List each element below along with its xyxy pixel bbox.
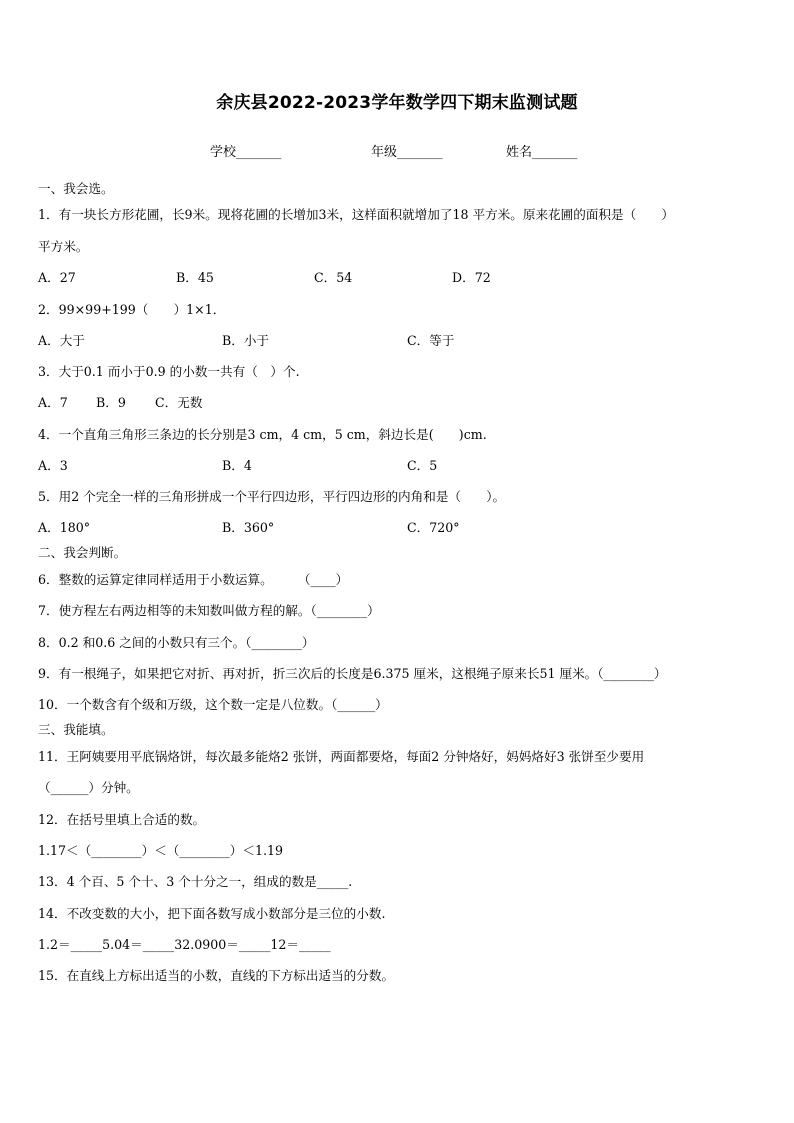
q4-option-b: B．4 — [222, 458, 252, 473]
question-11-cont: （______）分钟。 — [38, 780, 139, 795]
question-10: 10．一个数含有个级和万级，这个数一定是八位数。（______） — [38, 697, 388, 712]
question-12: 12．在括号里填上合适的数。 — [38, 812, 206, 827]
grade-field: 年级_______ — [371, 145, 443, 160]
q5-option-c: C．720° — [407, 520, 460, 535]
q2-option-c: C．等于 — [407, 333, 455, 348]
question-8: 8．0.2 和0.6 之间的小数只有三个。（________） — [38, 635, 315, 650]
q3-option-a: A．7 — [38, 395, 68, 410]
q5-option-b: B．360° — [222, 520, 275, 535]
q2-option-b: B．小于 — [222, 333, 270, 348]
name-field: 姓名_______ — [506, 145, 578, 160]
question-3: 3．大于0.1 而小于0.9 的小数一共有（ ）个. — [38, 364, 300, 379]
question-1: 1．有一块长方形花圃，长9米。现将花圃的长增加3米，这样面积就增加了18 平方米。原来花圃的面积是（ ） — [38, 207, 674, 222]
question-13: 13．4 个百、5 个十、3 个十分之一，组成的数是_____. — [38, 874, 353, 889]
question-14: 14．不改变数的大小，把下面各数写成小数部分是三位的小数. — [38, 906, 386, 921]
q1-option-b: B．45 — [176, 270, 214, 285]
q4-option-c: C．5 — [407, 458, 438, 473]
q5-option-a: A．180° — [38, 520, 91, 535]
q1-option-d: D．72 — [452, 270, 491, 285]
question-15: 15．在直线上方标出适当的小数，直线的下方标出适当的分数。 — [38, 968, 395, 983]
section-heading-1: 一、我会选。 — [38, 181, 114, 196]
question-9: 9．有一根绳子，如果把它对折、再对折，折三次后的长度是6.375 厘米，这根绳子原来长51 厘米。（________） — [38, 666, 667, 681]
question-11: 11．王阿姨要用平底锅烙饼，每次最多能烙2 张饼，两面都要烙，每面2 分钟烙好，妈妈烙好3 张饼至少要用 — [38, 749, 645, 764]
question-14-blanks: 1.2＝_____5.04＝_____32.0900＝_____12＝_____ — [38, 937, 331, 952]
q3-option-c: C．无数 — [155, 395, 203, 410]
question-4: 4．一个直角三角形三条边的长分别是3 cm，4 cm，5 cm，斜边长是( )cm. — [38, 427, 487, 442]
school-field: 学校_______ — [210, 145, 282, 160]
question-7: 7．使方程左右两边相等的未知数叫做方程的解。（________） — [38, 603, 380, 618]
question-6: 6．整数的运算定律同样适用于小数运算。 （____） — [38, 572, 349, 587]
section-heading-3: 三、我能填。 — [38, 722, 114, 737]
question-2: 2．99×99+199（ ）1×1． — [38, 302, 226, 317]
question-12-blanks: 1.17＜（________）＜（________）＜1.19 — [38, 843, 283, 858]
question-5: 5．用2 个完全一样的三角形拼成一个平行四边形，平行四边形的内角和是（ ）。 — [38, 489, 506, 504]
q3-option-b: B．9 — [96, 395, 126, 410]
q4-option-a: A．3 — [38, 458, 68, 473]
section-heading-2: 二、我会判断。 — [38, 545, 127, 560]
q2-option-a: A．大于 — [38, 333, 85, 348]
q1-option-a: A．27 — [38, 270, 76, 285]
q1-option-c: C．54 — [314, 270, 353, 285]
page-title: 余庆县2022-2023学年数学四下期末监测试题 — [216, 93, 578, 113]
question-1-cont: 平方米。 — [38, 239, 89, 254]
